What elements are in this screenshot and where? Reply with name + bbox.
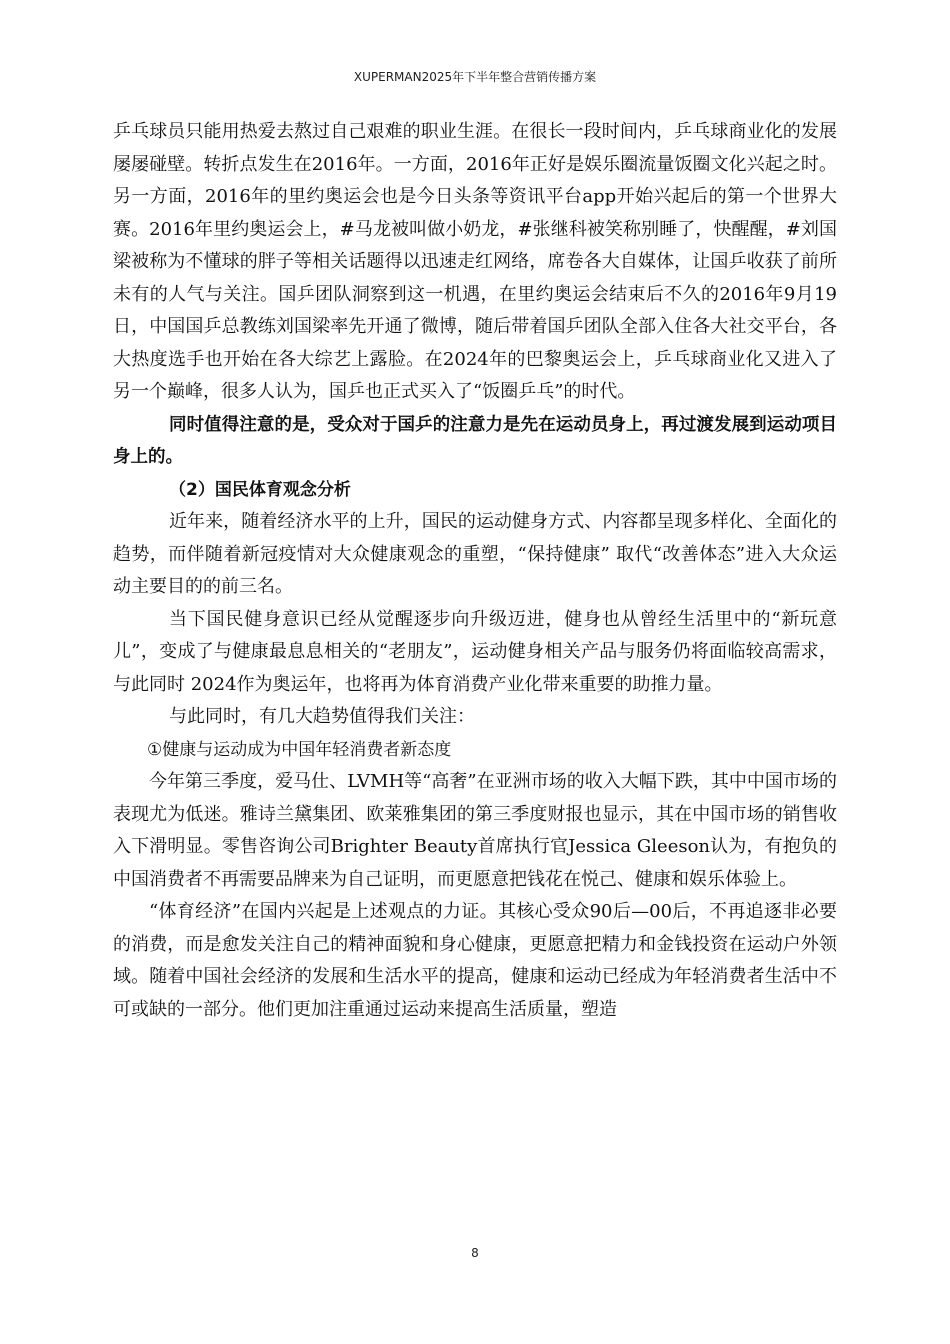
paragraph-trends-intro: 与此同时，有几大趋势值得我们关注：	[169, 706, 475, 727]
paragraph-fitness-trend: 近年来，随着经济水平的上升，国民的运动健身方式、内容都呈现多样化、全面化的趋势，而伴随着新冠疫情对大众健康观念的重塑，“保持健康” 取代“改善体态”进入大众运动主要目的的前三名。	[113, 511, 837, 597]
paragraph-sports-economy: “体育经济”在国内兴起是上述观点的力证。其核心受众90后—00后，不再追逐非必要的消费，而是愈发关注自己的精神面貌和身心健康，更愿意把精力和金钱投资在运动户外领域。随着中国社会经济的发展和生活水平的提高，健康和运动已经成为年轻消费者生活中不可或缺的一部分。他们更加注重通过运动来提高生活质量，塑造	[113, 901, 837, 1020]
paragraph-pingpong-history: 乒乓球员只能用热爱去熬过自己艰难的职业生涯。在很长一段时间内，乒乓球商业化的发展屡屡碰壁。转折点发生在2016年。一方面，2016年正好是娱乐圈流量饭圈文化兴起之时。另一方面，2016年的里约奥运会也是今日头条等资讯平台app开始兴起后的第一个世界大赛。2016年里约奥运会上，#马龙被叫做小奶龙，#张继科被笑称别睡了，快醒醒，#刘国梁被称为不懂球的胖子等相关话题得以迅速走红网络，席卷各大自媒体，让国乒收获了前所未有的人气与关注。国乒团队洞察到这一机遇，在里约奥运会结束后不久的2016年9月19日，中国国乒总教练刘国梁率先开通了微博，随后带着国乒团队全部入住各大社交平台，各大热度选手也开始在各大综艺上露脸。在2024年的巴黎奥运会上，乒乓球商业化又进入了另一个巅峰，很多人认为，国乒也正式买入了“饭圈乒乓”的时代。	[113, 121, 837, 402]
paragraph-fitness-awareness: 当下国民健身意识已经从觉醒逐步向升级迈进，健身也从曾经生活里中的“新玩意儿”，变成了与健康最息息相关的“老朋友”，运动健身相关产品与服务仍将面临较高需求，与此同时 2024作为奥运年，也将再为体育消费产业化带来重要的助推力量。	[113, 608, 837, 695]
page-header: XUPERMAN2025年下半年整合营销传播方案	[353, 70, 597, 84]
subsection-heading: ①健康与运动成为中国年轻消费者新态度	[147, 739, 452, 760]
document-body	[113, 116, 837, 1026]
paragraph-luxury-decline: 今年第三季度，爱马仕、LVMH等“高奢”在亚洲市场的收入大幅下跌，其中中国市场的表现尤为低迷。雅诗兰黛集团、欧莱雅集团的第三季度财报也显示，其在中国市场的销售收入下滑明显。零售咨询公司Brighter Beauty首席执行官Jessica Gleeson认为，有抱负的中国消费者不再需要品牌来为自己证明，而更愿意把钱花在悦己、健康和娱乐体验上。	[113, 771, 837, 890]
section-heading: （2）国民体育观念分析	[169, 479, 351, 500]
paragraph-bold-note: 同时值得注意的是，受众对于国乒的注意力是先在运动员身上，再过渡发展到运动项目身上的。	[113, 414, 837, 467]
page-number: 8	[471, 1246, 479, 1260]
